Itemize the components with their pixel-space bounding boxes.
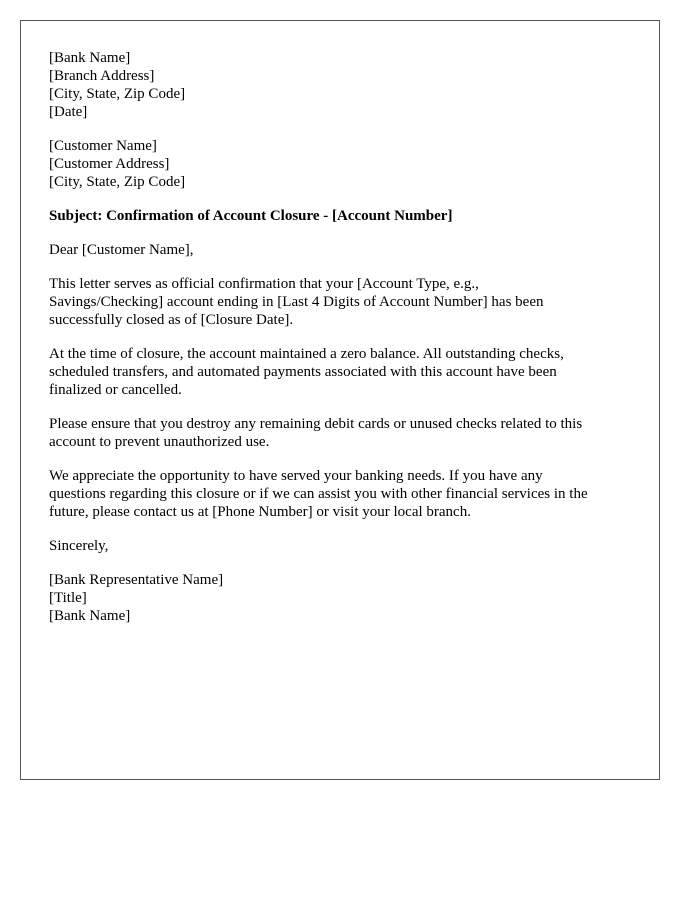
salutation: Dear [Customer Name],: [49, 242, 194, 258]
representative-name: [Bank Representative Name]: [49, 572, 224, 588]
recipient-address: [Customer Address]: [49, 156, 170, 172]
signature-block: [49, 571, 639, 625]
paragraph-line: Savings/Checking] account ending in [Last 4 Digits of Account Number] has been: [49, 294, 544, 310]
paragraph-line: account to prevent unauthorized use.: [49, 434, 270, 450]
paragraph-line: We appreciate the opportunity to have served your banking needs. If you have any: [49, 468, 543, 484]
paragraph-line: This letter serves as official confirmation that your [Account Type, e.g.,: [49, 276, 479, 292]
closing: Sincerely,: [49, 538, 109, 554]
paragraph-line: questions regarding this closure or if we can assist you with other financial services in the: [49, 486, 588, 502]
subject-line: Subject: Confirmation of Account Closure - [Account Number]: [49, 208, 453, 224]
sender-block: [49, 49, 639, 121]
paragraph-line: At the time of closure, the account maintained a zero balance. All outstanding checks,: [49, 346, 564, 362]
sender-branch-address: [Branch Address]: [49, 68, 155, 84]
paragraph-line: finalized or cancelled.: [49, 382, 182, 398]
letter-page: [20, 20, 660, 780]
sender-bank-name: [Bank Name]: [49, 50, 131, 66]
paragraph-destroy-cards: [49, 415, 639, 451]
recipient-name: [Customer Name]: [49, 138, 157, 154]
paragraph-balance: [49, 345, 639, 399]
paragraph-line: successfully closed as of [Closure Date].: [49, 312, 294, 328]
representative-title: [Title]: [49, 590, 87, 606]
recipient-block: [49, 137, 639, 191]
signature-bank-name: [Bank Name]: [49, 608, 131, 624]
paragraph-appreciation: [49, 467, 639, 521]
letter-date: [Date]: [49, 104, 88, 120]
paragraph-line: future, please contact us at [Phone Number] or visit your local branch.: [49, 504, 471, 520]
letter-content: [49, 49, 639, 641]
recipient-city-state-zip: [City, State, Zip Code]: [49, 174, 186, 190]
sender-city-state-zip: [City, State, Zip Code]: [49, 86, 186, 102]
paragraph-line: scheduled transfers, and automated payments associated with this account have been: [49, 364, 557, 380]
paragraph-line: Please ensure that you destroy any remaining debit cards or unused checks related to this: [49, 416, 583, 432]
paragraph-confirmation: [49, 275, 639, 329]
